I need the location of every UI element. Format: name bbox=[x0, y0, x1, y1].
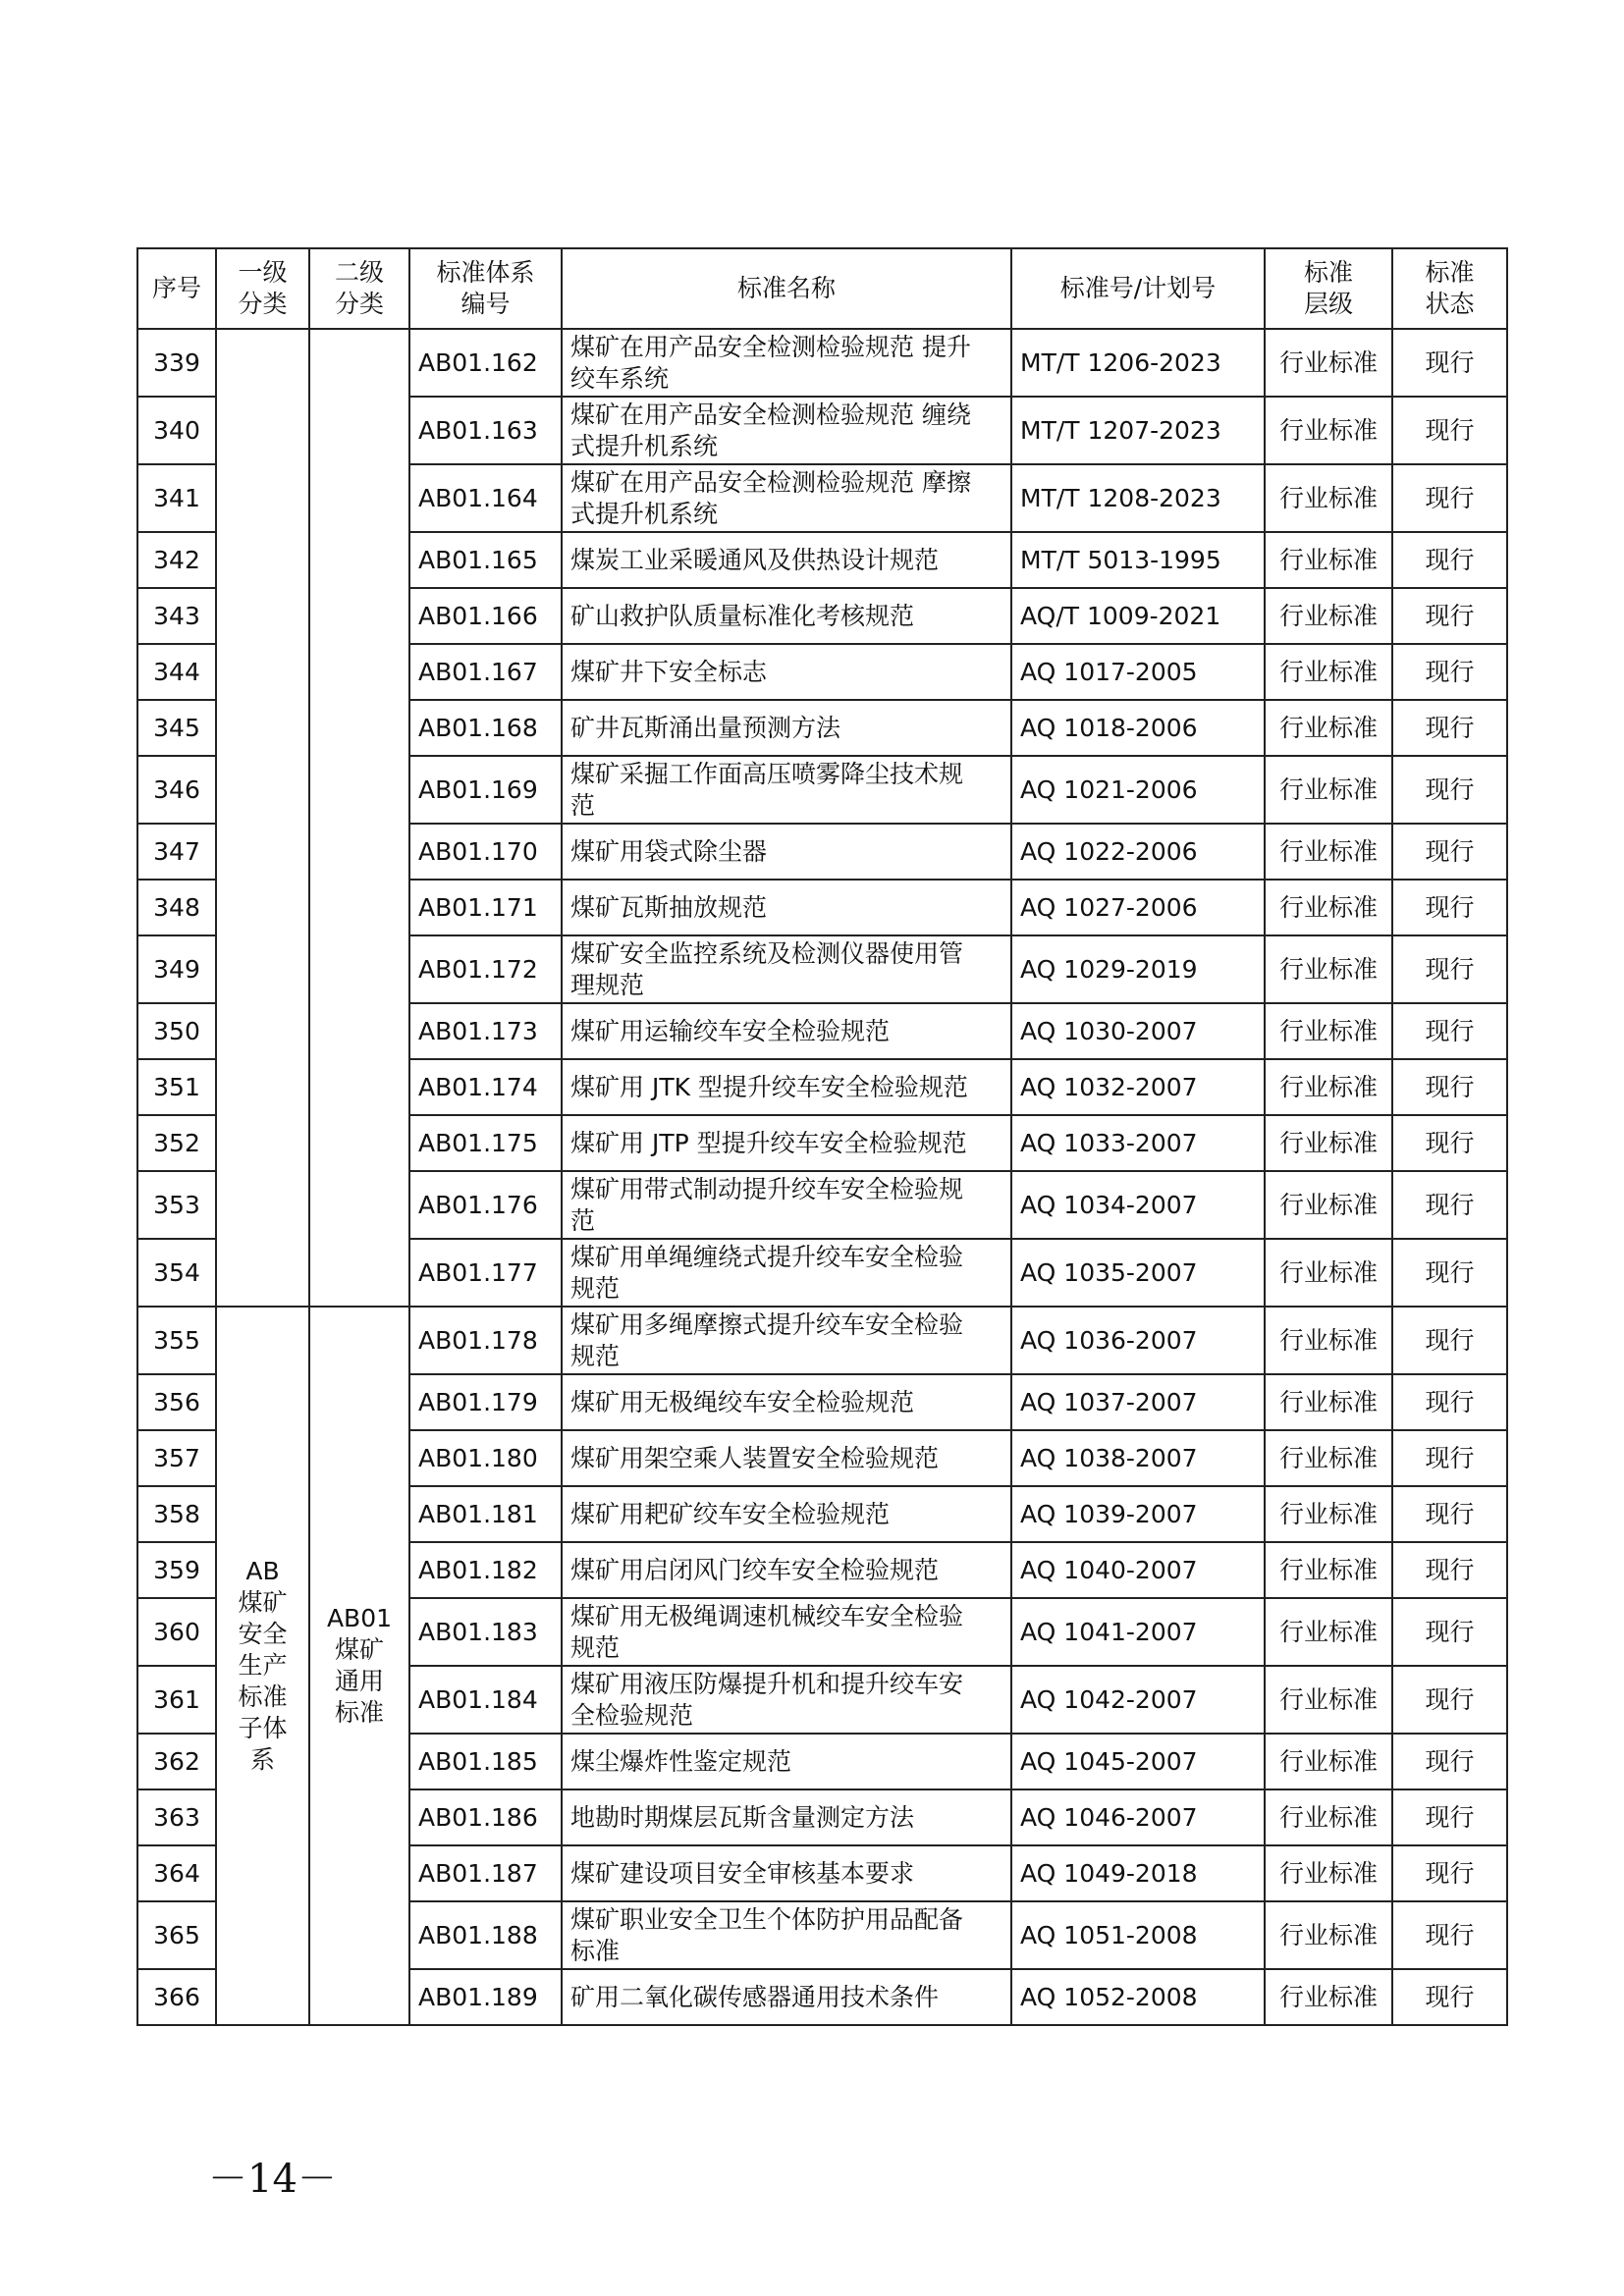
header-code: 标准体系 编号 bbox=[409, 248, 562, 329]
cell-tier: 行业标准 bbox=[1265, 1171, 1392, 1239]
name-line: 煤矿用液压防爆提升机和提升绞车安 bbox=[570, 1669, 964, 1698]
cell-std-no: AQ 1036-2007 bbox=[1011, 1307, 1265, 1374]
cell-code: AB01.173 bbox=[409, 1003, 562, 1059]
cell-status: 现行 bbox=[1392, 1374, 1507, 1430]
cell-code: AB01.165 bbox=[409, 532, 562, 588]
cell-code: AB01.183 bbox=[409, 1598, 562, 1666]
cell-name bbox=[562, 935, 1011, 1003]
cell-tier: 行业标准 bbox=[1265, 1969, 1392, 2025]
cell-seq: 360 bbox=[137, 1598, 216, 1666]
cell-tier: 行业标准 bbox=[1265, 756, 1392, 824]
cell-status: 现行 bbox=[1392, 880, 1507, 935]
cell-code: AB01.189 bbox=[409, 1969, 562, 2025]
name-line: 煤矿用单绳缠绕式提升绞车安全检验 bbox=[570, 1242, 964, 1271]
cell-seq: 340 bbox=[137, 397, 216, 464]
name-line: 煤矿用无极绳调速机械绞车安全检验 bbox=[570, 1601, 964, 1630]
category2-line: 标准 bbox=[334, 1698, 384, 1727]
cell-seq: 362 bbox=[137, 1734, 216, 1789]
cell-name bbox=[562, 1307, 1011, 1374]
name-line: 地勘时期煤层瓦斯含量测定方法 bbox=[570, 1802, 915, 1832]
name-line: 煤矿在用产品安全检测检验规范 摩擦 bbox=[570, 467, 971, 497]
cell-code: AB01.177 bbox=[409, 1239, 562, 1307]
cell-seq: 357 bbox=[137, 1430, 216, 1486]
cell-std-no: AQ 1051-2008 bbox=[1011, 1901, 1265, 1969]
cell-status: 现行 bbox=[1392, 1734, 1507, 1789]
name-line: 煤矿用袋式除尘器 bbox=[570, 836, 768, 866]
name-line: 范 bbox=[570, 790, 596, 820]
cell-tier: 行业标准 bbox=[1265, 1430, 1392, 1486]
cell-tier: 行业标准 bbox=[1265, 1845, 1392, 1901]
cell-status: 现行 bbox=[1392, 1115, 1507, 1171]
cell-seq: 363 bbox=[137, 1789, 216, 1845]
cell-status: 现行 bbox=[1392, 532, 1507, 588]
name-line: 范 bbox=[570, 1205, 596, 1235]
table-row bbox=[137, 329, 1507, 397]
cell-std-no: MT/T 1208-2023 bbox=[1011, 464, 1265, 532]
cell-name bbox=[562, 464, 1011, 532]
cell-name bbox=[562, 532, 1011, 588]
cell-status: 现行 bbox=[1392, 397, 1507, 464]
cell-code: AB01.188 bbox=[409, 1901, 562, 1969]
name-line: 标准 bbox=[570, 1936, 621, 1965]
cell-name bbox=[562, 756, 1011, 824]
category1-line: 子体 bbox=[238, 1714, 288, 1742]
cell-seq: 351 bbox=[137, 1059, 216, 1115]
cell-name bbox=[562, 329, 1011, 397]
cell-tier: 行业标准 bbox=[1265, 329, 1392, 397]
cell-status: 现行 bbox=[1392, 1969, 1507, 2025]
header-level2: 二级 分类 bbox=[309, 248, 409, 329]
cell-name bbox=[562, 880, 1011, 935]
cell-name bbox=[562, 1430, 1011, 1486]
cell-tier: 行业标准 bbox=[1265, 532, 1392, 588]
cell-std-no: AQ 1029-2019 bbox=[1011, 935, 1265, 1003]
cell-std-no: AQ 1022-2006 bbox=[1011, 824, 1265, 880]
name-line: 煤矿用启闭风门绞车安全检验规范 bbox=[570, 1555, 940, 1584]
cell-status: 现行 bbox=[1392, 1307, 1507, 1374]
cell-tier: 行业标准 bbox=[1265, 1734, 1392, 1789]
page-number: －14－ bbox=[208, 2157, 337, 2202]
cell-code: AB01.187 bbox=[409, 1845, 562, 1901]
name-line: 全检验规范 bbox=[570, 1700, 694, 1730]
name-line: 规范 bbox=[570, 1273, 621, 1303]
cell-tier: 行业标准 bbox=[1265, 1486, 1392, 1542]
cell-status: 现行 bbox=[1392, 1666, 1507, 1734]
cell-code: AB01.175 bbox=[409, 1115, 562, 1171]
cell-tier: 行业标准 bbox=[1265, 1307, 1392, 1374]
cell-code: AB01.166 bbox=[409, 588, 562, 644]
cell-name bbox=[562, 1003, 1011, 1059]
cell-status: 现行 bbox=[1392, 1789, 1507, 1845]
cell-seq: 341 bbox=[137, 464, 216, 532]
cell-seq: 348 bbox=[137, 880, 216, 935]
name-line: 煤矿用 JTK 型提升绞车安全检验规范 bbox=[570, 1072, 968, 1101]
cell-tier: 行业标准 bbox=[1265, 880, 1392, 935]
name-line: 煤矿用架空乘人装置安全检验规范 bbox=[570, 1443, 940, 1472]
header-status: 标准 状态 bbox=[1392, 248, 1507, 329]
cell-tier: 行业标准 bbox=[1265, 1115, 1392, 1171]
cell-name bbox=[562, 644, 1011, 700]
cell-seq: 366 bbox=[137, 1969, 216, 2025]
cell-name bbox=[562, 588, 1011, 644]
cell-name bbox=[562, 1239, 1011, 1307]
cell-std-no: AQ 1042-2007 bbox=[1011, 1666, 1265, 1734]
name-line: 矿井瓦斯涌出量预测方法 bbox=[570, 713, 841, 742]
category1-line: 煤矿 bbox=[238, 1588, 288, 1617]
cell-code: AB01.162 bbox=[409, 329, 562, 397]
cell-code: AB01.172 bbox=[409, 935, 562, 1003]
cell-std-no: AQ 1021-2006 bbox=[1011, 756, 1265, 824]
cell-seq: 343 bbox=[137, 588, 216, 644]
cell-seq: 345 bbox=[137, 700, 216, 756]
cell-status: 现行 bbox=[1392, 1598, 1507, 1666]
name-line: 煤矿采掘工作面高压喷雾降尘技术规 bbox=[570, 759, 964, 788]
standards-table bbox=[136, 247, 1508, 2026]
cell-status: 现行 bbox=[1392, 756, 1507, 824]
cell-name bbox=[562, 824, 1011, 880]
cell-status: 现行 bbox=[1392, 1059, 1507, 1115]
cell-code: AB01.167 bbox=[409, 644, 562, 700]
cell-code: AB01.186 bbox=[409, 1789, 562, 1845]
category2-line: 煤矿 bbox=[334, 1635, 384, 1664]
cell-name bbox=[562, 1845, 1011, 1901]
cell-tier: 行业标准 bbox=[1265, 588, 1392, 644]
cell-seq: 354 bbox=[137, 1239, 216, 1307]
category1-line: 安全 bbox=[238, 1620, 288, 1648]
cell-level1-category bbox=[216, 1307, 309, 2025]
cell-seq: 339 bbox=[137, 329, 216, 397]
name-line: 煤矿用无极绳绞车安全检验规范 bbox=[570, 1387, 915, 1416]
cell-tier: 行业标准 bbox=[1265, 1598, 1392, 1666]
cell-name bbox=[562, 1734, 1011, 1789]
cell-std-no: MT/T 1207-2023 bbox=[1011, 397, 1265, 464]
cell-tier: 行业标准 bbox=[1265, 1542, 1392, 1598]
cell-status: 现行 bbox=[1392, 329, 1507, 397]
name-line: 理规范 bbox=[570, 970, 645, 999]
cell-code: AB01.184 bbox=[409, 1666, 562, 1734]
cell-status: 现行 bbox=[1392, 1901, 1507, 1969]
name-line: 煤矿井下安全标志 bbox=[570, 657, 768, 686]
cell-seq: 364 bbox=[137, 1845, 216, 1901]
cell-level1-continued bbox=[216, 329, 309, 1307]
cell-seq: 359 bbox=[137, 1542, 216, 1598]
name-line: 式提升机系统 bbox=[570, 431, 719, 460]
table-row bbox=[137, 1307, 1507, 1374]
name-line: 矿山救护队质量标准化考核规范 bbox=[570, 601, 915, 630]
cell-seq: 344 bbox=[137, 644, 216, 700]
cell-name bbox=[562, 1789, 1011, 1845]
table-body bbox=[137, 329, 1507, 2025]
cell-status: 现行 bbox=[1392, 644, 1507, 700]
header-name: 标准名称 bbox=[562, 248, 1011, 329]
cell-code: AB01.174 bbox=[409, 1059, 562, 1115]
cell-tier: 行业标准 bbox=[1265, 1901, 1392, 1969]
cell-name bbox=[562, 1171, 1011, 1239]
cell-tier: 行业标准 bbox=[1265, 935, 1392, 1003]
cell-status: 现行 bbox=[1392, 1003, 1507, 1059]
cell-code: AB01.182 bbox=[409, 1542, 562, 1598]
cell-status: 现行 bbox=[1392, 935, 1507, 1003]
cell-name bbox=[562, 1969, 1011, 2025]
cell-name bbox=[562, 1115, 1011, 1171]
cell-status: 现行 bbox=[1392, 824, 1507, 880]
name-line: 煤矿职业安全卫生个体防护用品配备 bbox=[570, 1904, 964, 1934]
name-line: 式提升机系统 bbox=[570, 499, 719, 528]
cell-std-no: AQ 1038-2007 bbox=[1011, 1430, 1265, 1486]
name-line: 煤矿安全监控系统及检测仪器使用管 bbox=[570, 938, 964, 968]
cell-name bbox=[562, 1901, 1011, 1969]
cell-std-no: AQ 1045-2007 bbox=[1011, 1734, 1265, 1789]
header-seq: 序号 bbox=[137, 248, 216, 329]
name-line: 煤矿用 JTP 型提升绞车安全检验规范 bbox=[570, 1128, 967, 1157]
cell-seq: 350 bbox=[137, 1003, 216, 1059]
cell-tier: 行业标准 bbox=[1265, 1666, 1392, 1734]
cell-seq: 355 bbox=[137, 1307, 216, 1374]
cell-seq: 352 bbox=[137, 1115, 216, 1171]
category2-line: AB01 bbox=[326, 1604, 393, 1632]
cell-code: AB01.170 bbox=[409, 824, 562, 880]
header-std-no: 标准号/计划号 bbox=[1011, 248, 1265, 329]
cell-tier: 行业标准 bbox=[1265, 1239, 1392, 1307]
name-line: 煤矿在用产品安全检测检验规范 缠绕 bbox=[570, 400, 971, 429]
name-line: 煤矿在用产品安全检测检验规范 提升 bbox=[570, 332, 971, 361]
header-level1: 一级 分类 bbox=[216, 248, 309, 329]
cell-status: 现行 bbox=[1392, 1845, 1507, 1901]
cell-name bbox=[562, 1486, 1011, 1542]
name-line: 煤矿用多绳摩擦式提升绞车安全检验 bbox=[570, 1309, 964, 1339]
category1-line: AB bbox=[245, 1557, 280, 1585]
cell-status: 现行 bbox=[1392, 1542, 1507, 1598]
cell-seq: 356 bbox=[137, 1374, 216, 1430]
cell-std-no: AQ 1035-2007 bbox=[1011, 1239, 1265, 1307]
cell-tier: 行业标准 bbox=[1265, 644, 1392, 700]
cell-tier: 行业标准 bbox=[1265, 1789, 1392, 1845]
cell-std-no: AQ 1018-2006 bbox=[1011, 700, 1265, 756]
header-tier: 标准 层级 bbox=[1265, 248, 1392, 329]
cell-std-no: AQ 1037-2007 bbox=[1011, 1374, 1265, 1430]
cell-status: 现行 bbox=[1392, 1486, 1507, 1542]
cell-tier: 行业标准 bbox=[1265, 824, 1392, 880]
name-line: 规范 bbox=[570, 1632, 621, 1662]
cell-status: 现行 bbox=[1392, 700, 1507, 756]
cell-code: AB01.179 bbox=[409, 1374, 562, 1430]
cell-std-no: AQ 1033-2007 bbox=[1011, 1115, 1265, 1171]
cell-name bbox=[562, 1598, 1011, 1666]
name-line: 煤矿用带式制动提升绞车安全检验规 bbox=[570, 1174, 964, 1203]
name-line: 煤炭工业采暖通风及供热设计规范 bbox=[570, 545, 940, 574]
cell-status: 现行 bbox=[1392, 464, 1507, 532]
cell-code: AB01.168 bbox=[409, 700, 562, 756]
category1-line: 标准 bbox=[238, 1682, 288, 1711]
cell-std-no: AQ 1027-2006 bbox=[1011, 880, 1265, 935]
cell-tier: 行业标准 bbox=[1265, 1374, 1392, 1430]
cell-tier: 行业标准 bbox=[1265, 1059, 1392, 1115]
cell-std-no: MT/T 5013-1995 bbox=[1011, 532, 1265, 588]
category1-line: 系 bbox=[249, 1745, 275, 1774]
cell-level2-category bbox=[309, 1307, 409, 2025]
cell-code: AB01.178 bbox=[409, 1307, 562, 1374]
header-row bbox=[137, 248, 1507, 329]
cell-code: AB01.171 bbox=[409, 880, 562, 935]
cell-status: 现行 bbox=[1392, 1239, 1507, 1307]
cell-std-no: AQ 1030-2007 bbox=[1011, 1003, 1265, 1059]
name-line: 煤矿用耙矿绞车安全检验规范 bbox=[570, 1499, 891, 1528]
cell-std-no: AQ 1040-2007 bbox=[1011, 1542, 1265, 1598]
cell-code: AB01.176 bbox=[409, 1171, 562, 1239]
cell-name bbox=[562, 1666, 1011, 1734]
cell-std-no: AQ 1034-2007 bbox=[1011, 1171, 1265, 1239]
cell-seq: 349 bbox=[137, 935, 216, 1003]
cell-std-no: AQ 1052-2008 bbox=[1011, 1969, 1265, 2025]
cell-code: AB01.185 bbox=[409, 1734, 562, 1789]
cell-code: AB01.164 bbox=[409, 464, 562, 532]
cell-tier: 行业标准 bbox=[1265, 464, 1392, 532]
cell-seq: 365 bbox=[137, 1901, 216, 1969]
cell-std-no: AQ 1049-2018 bbox=[1011, 1845, 1265, 1901]
cell-std-no: AQ 1032-2007 bbox=[1011, 1059, 1265, 1115]
name-line: 煤矿瓦斯抽放规范 bbox=[570, 892, 768, 922]
cell-code: AB01.180 bbox=[409, 1430, 562, 1486]
cell-name bbox=[562, 397, 1011, 464]
cell-name bbox=[562, 1059, 1011, 1115]
cell-code: AB01.169 bbox=[409, 756, 562, 824]
name-line: 矿用二氧化碳传感器通用技术条件 bbox=[570, 1982, 940, 2011]
cell-seq: 353 bbox=[137, 1171, 216, 1239]
name-line: 绞车系统 bbox=[570, 363, 670, 393]
name-line: 煤矿建设项目安全审核基本要求 bbox=[570, 1858, 915, 1888]
cell-name bbox=[562, 1374, 1011, 1430]
cell-status: 现行 bbox=[1392, 1171, 1507, 1239]
cell-seq: 358 bbox=[137, 1486, 216, 1542]
cell-tier: 行业标准 bbox=[1265, 700, 1392, 756]
cell-status: 现行 bbox=[1392, 588, 1507, 644]
cell-level2-continued bbox=[309, 329, 409, 1307]
category1-line: 生产 bbox=[238, 1651, 288, 1680]
cell-code: AB01.163 bbox=[409, 397, 562, 464]
name-line: 规范 bbox=[570, 1341, 621, 1370]
name-line: 煤矿用运输绞车安全检验规范 bbox=[570, 1016, 891, 1045]
name-line: 煤尘爆炸性鉴定规范 bbox=[570, 1746, 792, 1776]
cell-std-no: AQ 1046-2007 bbox=[1011, 1789, 1265, 1845]
cell-name bbox=[562, 1542, 1011, 1598]
cell-name bbox=[562, 700, 1011, 756]
cell-tier: 行业标准 bbox=[1265, 1003, 1392, 1059]
cell-std-no: AQ 1017-2005 bbox=[1011, 644, 1265, 700]
cell-std-no: AQ 1041-2007 bbox=[1011, 1598, 1265, 1666]
cell-tier: 行业标准 bbox=[1265, 397, 1392, 464]
category2-line: 通用 bbox=[334, 1667, 384, 1695]
cell-seq: 347 bbox=[137, 824, 216, 880]
cell-std-no: MT/T 1206-2023 bbox=[1011, 329, 1265, 397]
cell-seq: 342 bbox=[137, 532, 216, 588]
cell-seq: 346 bbox=[137, 756, 216, 824]
cell-status: 现行 bbox=[1392, 1430, 1507, 1486]
cell-seq: 361 bbox=[137, 1666, 216, 1734]
cell-std-no: AQ 1039-2007 bbox=[1011, 1486, 1265, 1542]
cell-std-no: AQ/T 1009-2021 bbox=[1011, 588, 1265, 644]
cell-code: AB01.181 bbox=[409, 1486, 562, 1542]
